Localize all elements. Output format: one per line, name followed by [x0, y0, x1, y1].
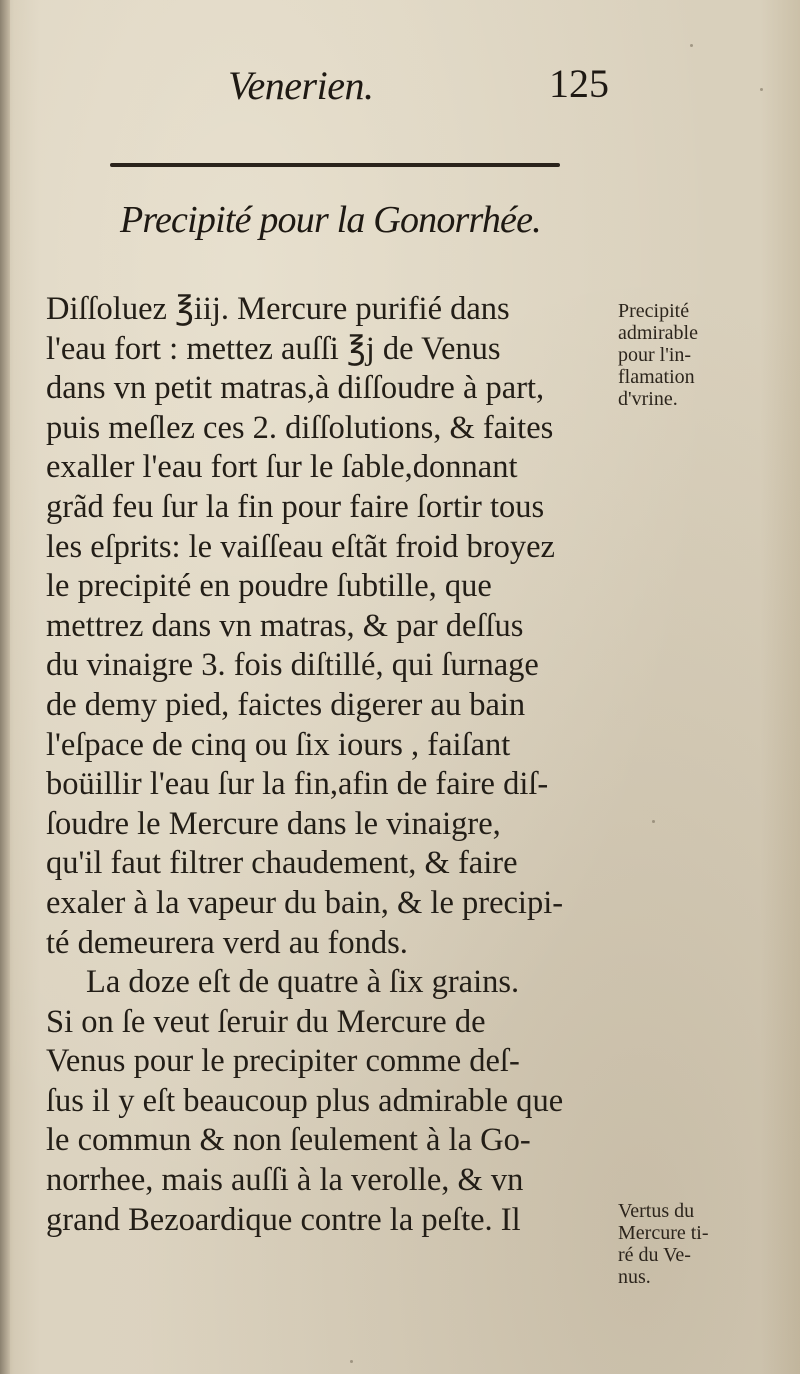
header-rule — [110, 163, 560, 167]
margin-note-line: admirable — [618, 322, 698, 344]
running-title: Venerien. — [228, 63, 374, 108]
text-line: Diſſoluez ℥iij. Mercure purifié dans — [46, 291, 510, 327]
text-line: exaler à la vapeur du bain, & le precipi- — [46, 884, 564, 921]
text-line: l'eau fort : mettez auſſi ℥j de Venus — [46, 330, 501, 367]
margin-note-line: Precipité — [618, 300, 690, 322]
paper-speck — [690, 44, 693, 47]
text-line: té demeurera verd au fonds. — [46, 924, 408, 961]
text-line: l'eſpace de cinq ou ſix iours , faiſant — [46, 726, 511, 763]
text-line: ſoudre le Mercure dans le vinaigre, — [46, 805, 501, 842]
page-gutter — [0, 0, 10, 1374]
text-line: Si on ſe veut ſeruir du Mercure de — [46, 1003, 486, 1040]
margin-note-line: nus. — [618, 1266, 651, 1288]
text-line: de demy pied, faictes digerer au bain — [46, 686, 526, 723]
margin-note-line: Vertus du — [618, 1200, 695, 1222]
text-line: La doze eſt de quatre à ſix grains. — [86, 964, 520, 1001]
text-line: du vinaigre 3. fois diſtillé, qui ſurnage — [46, 647, 539, 684]
margin-note-line: ré du Ve- — [618, 1244, 691, 1266]
text-line: ſus il y eſt beaucoup plus admirable que — [46, 1082, 564, 1119]
text-line: grãd feu ſur la fin pour faire ſortir tous — [46, 488, 545, 525]
margin-note-line: Mercure ti- — [618, 1222, 709, 1244]
text-line: dans vn petit matras,à diſſoudre à part, — [46, 370, 545, 407]
paper-speck — [350, 1360, 353, 1363]
section-title: Precipité pour la Gonorrhée. — [120, 199, 541, 241]
text-line: Venus pour le precipiter comme deſ- — [46, 1043, 520, 1080]
text-line: les eſprits: le vaiſſeau eſtãt froid broyez — [46, 528, 555, 565]
body-text — [46, 290, 626, 1240]
text-line: exaller l'eau fort ſur le ſable,donnant — [46, 449, 518, 486]
margin-note-line: d'vrine. — [618, 388, 678, 410]
margin-note-line: pour l'in- — [618, 344, 692, 366]
text-line: boüillir l'eau ſur la fin,afin de faire diſ- — [46, 766, 549, 803]
paper-speck — [652, 820, 655, 823]
text-line: puis meſlez ces 2. diſſolutions, & faites — [46, 409, 554, 446]
text-line: le precipité en poudre ſubtille, que — [46, 568, 492, 605]
page-number: 125 — [549, 61, 609, 106]
text-line: mettrez dans vn matras, & par deſſus — [46, 607, 524, 644]
text-line: norrhee, mais auſſi à la verolle, & vn — [46, 1162, 524, 1199]
margin-note-line: flamation — [618, 366, 695, 388]
text-line: grand Bezoardique contre la peſte. Il — [46, 1201, 521, 1238]
text-line: qu'il faut filtrer chaudement, & faire — [46, 845, 518, 882]
paper-speck — [760, 88, 763, 91]
margin-note-precipite — [618, 300, 788, 410]
text-line: le commun & non ſeulement à la Go- — [46, 1122, 531, 1159]
margin-note-vertus — [618, 1200, 788, 1288]
